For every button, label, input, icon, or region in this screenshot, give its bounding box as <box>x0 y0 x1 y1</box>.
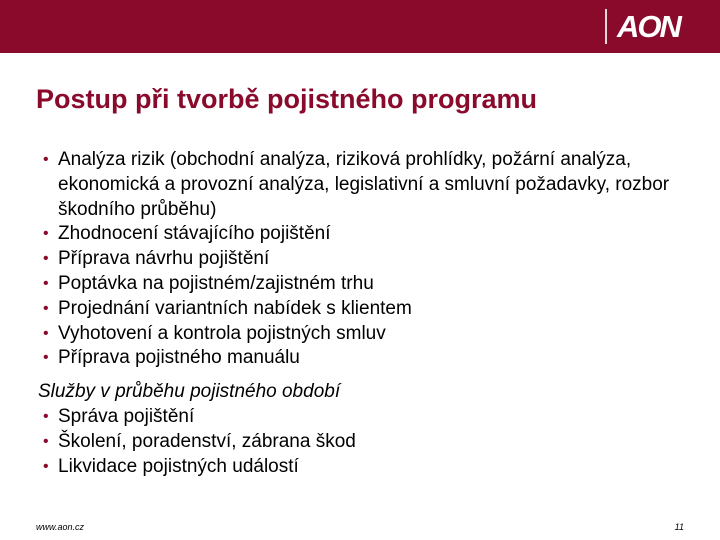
subheading: Služby v průběhu pojistného období <box>38 381 341 403</box>
list-item: • Poptávka na pojistném/zajistném trhu <box>38 272 708 297</box>
bullet-list <box>38 148 708 371</box>
list-item: • Příprava návrhu pojištění <box>38 247 708 272</box>
list-item: • Analýza rizik (obchodní analýza, riziková prohlídky, požární analýza, ekonomická a provozní analýza, legislativní a smluvní požadavky, rozbor škodního průběhu) <box>43 149 670 220</box>
bullet-icon: • <box>43 432 49 450</box>
footer-url: www.aon.cz <box>36 522 85 532</box>
list-item: • Příprava pojistného manuálu <box>38 346 708 371</box>
bullet-icon: • <box>43 407 49 425</box>
bullet-icon: • <box>43 457 49 475</box>
aon-logo: AON <box>617 9 680 44</box>
list-item: • Správa pojištění <box>38 405 708 430</box>
list-item: • Vyhotovení a kontrola pojistných smluv <box>38 322 708 347</box>
bullet-icon: • <box>43 324 49 342</box>
bullet-icon: • <box>43 299 49 317</box>
bullet-icon: • <box>43 225 49 243</box>
slide-title: Postup při tvorbě pojistného programu <box>36 84 538 114</box>
page-number: 11 <box>674 522 684 532</box>
bullet-icon: • <box>43 151 49 168</box>
bullet-icon: • <box>43 250 49 268</box>
header-divider <box>605 9 607 44</box>
list-item: • Školení, poradenství, zábrana škod <box>38 430 708 455</box>
list-item: • Zhodnocení stávajícího pojištění <box>38 222 708 247</box>
header-bar <box>0 0 720 53</box>
bullet-icon: • <box>43 349 49 367</box>
bullet-icon: • <box>43 274 49 292</box>
list-item: • Projednání variantních nabídek s klientem <box>38 297 708 322</box>
slide-content <box>38 148 708 479</box>
sub-bullet-list <box>38 405 708 479</box>
list-item: • Likvidace pojistných událostí <box>38 455 708 480</box>
